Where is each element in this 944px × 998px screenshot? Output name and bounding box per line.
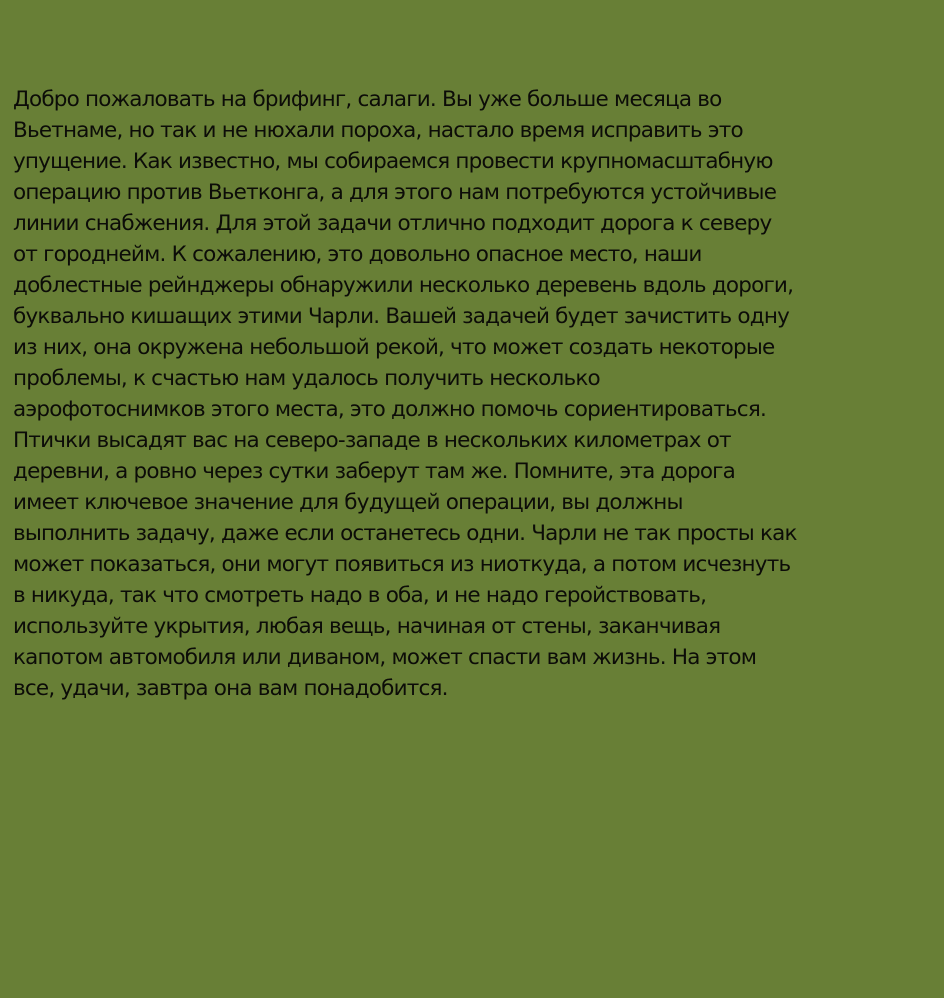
briefing-line: Птички высадят вас на северо-западе в нескольких километрах от xyxy=(13,428,731,453)
briefing-line: используйте укрытия, любая вещь, начиная от стены, заканчивая xyxy=(13,614,721,639)
briefing-line: из них, она окружена небольшой рекой, что может создать некоторые xyxy=(13,335,775,360)
briefing-line: в никуда, так что смотреть надо в оба, и не надо геройствовать, xyxy=(13,583,707,608)
briefing-line: Добро пожаловать на брифинг, салаги. Вы уже больше месяца во xyxy=(13,87,722,112)
briefing-line: проблемы, к счастью нам удалось получить несколько xyxy=(13,366,600,391)
briefing-line: доблестные рейнджеры обнаружили несколько деревень вдоль дороги, xyxy=(13,273,794,298)
briefing-line: все, удачи, завтра она вам понадобится. xyxy=(13,676,448,701)
briefing-line: линии снабжения. Для этой задачи отлично подходит дорога к северу xyxy=(13,211,772,236)
briefing-line: капотом автомобиля или диваном, может спасти вам жизнь. На этом xyxy=(13,645,757,670)
briefing-line: буквально кишащих этими Чарли. Вашей задачей будет зачистить одну xyxy=(13,304,790,329)
briefing-line: аэрофотоснимков этого места, это должно помочь сориентироваться. xyxy=(13,397,766,422)
briefing-line: деревни, а ровно через сутки заберут там же. Помните, эта дорога xyxy=(13,459,736,484)
briefing-line: имеет ключевое значение для будущей операции, вы должны xyxy=(13,490,683,515)
briefing-line: упущение. Как известно, мы собираемся провести крупномасштабную xyxy=(13,149,773,174)
briefing-line: выполнить задачу, даже если останетесь одни. Чарли не так просты как xyxy=(13,521,797,546)
briefing-line: может показаться, они могут появиться из ниоткуда, а потом исчезнуть xyxy=(13,552,791,577)
briefing-line: операцию против Вьетконга, а для этого нам потребуются устойчивые xyxy=(13,180,777,205)
briefing-line: от городнейм. К сожалению, это довольно опасное место, наши xyxy=(13,242,702,267)
briefing-line: Вьетнаме, но так и не нюхали пороха, настало время исправить это xyxy=(13,118,743,143)
briefing-text xyxy=(13,84,933,704)
